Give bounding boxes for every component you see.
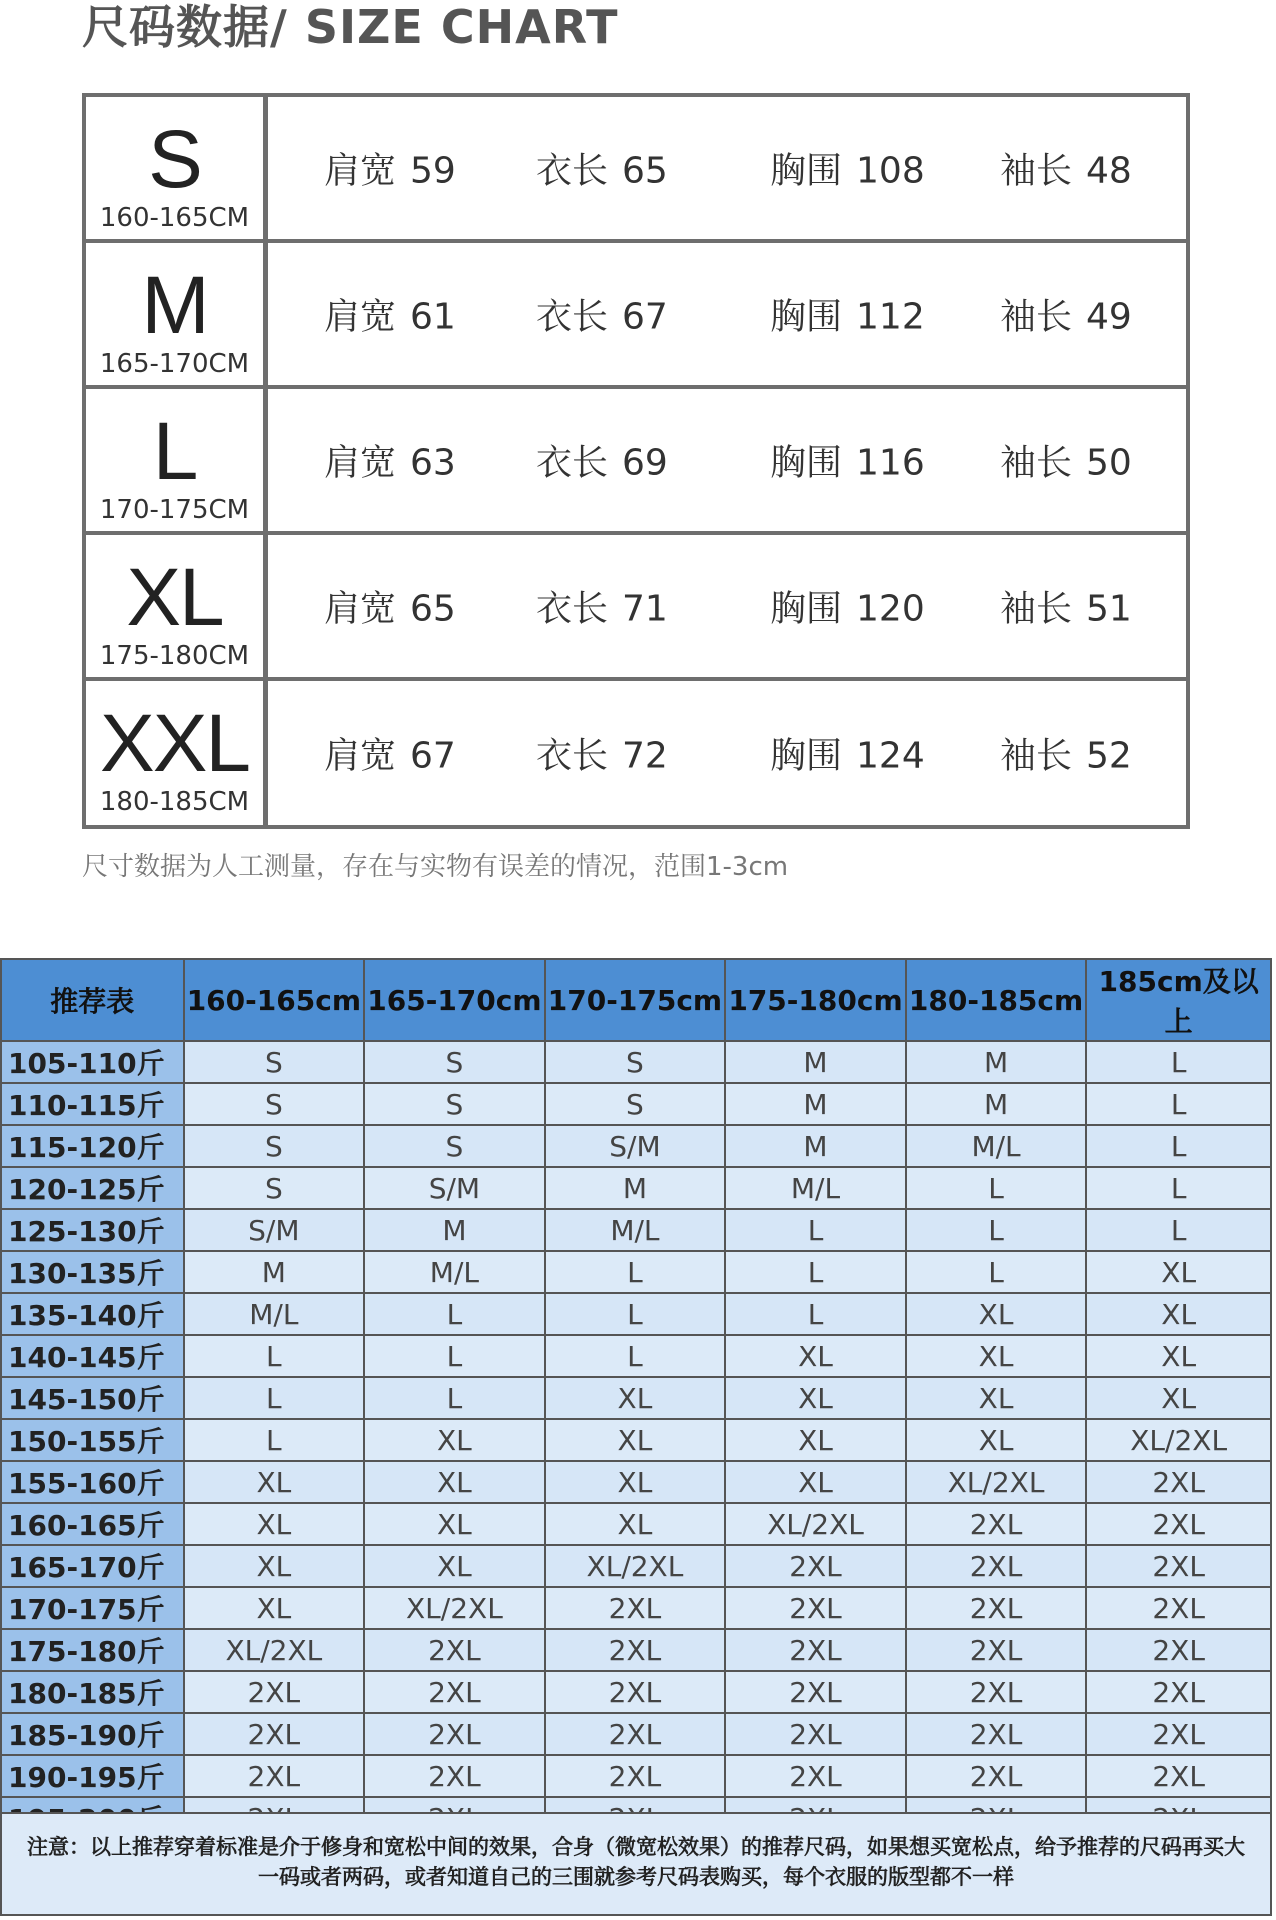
size-cell: 2XL xyxy=(906,1713,1087,1755)
weight-cell: 135-140斤 xyxy=(1,1293,184,1335)
size-cell: 2XL xyxy=(184,1713,365,1755)
size-cell: L xyxy=(906,1209,1087,1251)
measurement-label: 胸围 xyxy=(770,296,843,338)
size-cell: XL xyxy=(184,1545,365,1587)
table-row xyxy=(1,1755,1271,1797)
measurement-label: 胸围 xyxy=(770,150,843,192)
measurement xyxy=(536,289,668,340)
size-cell: L xyxy=(906,1167,1087,1209)
table-row xyxy=(1,1503,1271,1545)
size-cell: L xyxy=(184,1377,365,1419)
measurement-label: 肩宽 xyxy=(324,296,397,338)
size-cell: L xyxy=(725,1293,906,1335)
measurement-label: 袖长 xyxy=(1000,296,1073,338)
measurement xyxy=(770,435,925,486)
size-cell: XL xyxy=(725,1419,906,1461)
measurement xyxy=(1000,728,1132,779)
size-row xyxy=(86,243,1186,389)
size-cell: M xyxy=(906,1041,1087,1083)
table-row xyxy=(1,1125,1271,1167)
size-cell: S/M xyxy=(184,1209,365,1251)
measurement xyxy=(770,289,925,340)
measurement xyxy=(536,581,668,632)
table-row xyxy=(1,1335,1271,1377)
measurement-value: 108 xyxy=(856,150,925,192)
size-cell: M xyxy=(725,1125,906,1167)
size-letter: XL xyxy=(126,552,223,643)
size-height-range: 165-170CM xyxy=(99,349,250,379)
size-cell: M xyxy=(725,1083,906,1125)
size-label xyxy=(86,681,268,825)
header-cell: 推荐表 xyxy=(1,959,184,1041)
measurement xyxy=(536,728,668,779)
measurement-value: 61 xyxy=(410,296,456,338)
header-cell: 160-165cm xyxy=(184,959,365,1041)
size-cell: L xyxy=(364,1377,545,1419)
size-cell: XL xyxy=(364,1461,545,1503)
size-cell: 2XL xyxy=(906,1755,1087,1797)
measurement-value: 49 xyxy=(1086,296,1132,338)
measurement-label: 衣长 xyxy=(536,735,609,777)
weight-cell: 155-160斤 xyxy=(1,1461,184,1503)
header-cell: 170-175cm xyxy=(545,959,726,1041)
size-cell: 2XL xyxy=(364,1629,545,1671)
size-cell: XL xyxy=(725,1335,906,1377)
size-cell: XL xyxy=(1086,1293,1271,1335)
size-cell: L xyxy=(725,1251,906,1293)
measurement-value: 67 xyxy=(410,735,456,777)
size-cell: XL xyxy=(545,1419,726,1461)
size-cell: XL/2XL xyxy=(364,1587,545,1629)
size-cell: XL xyxy=(545,1377,726,1419)
size-row xyxy=(86,389,1186,535)
measurement-label: 衣长 xyxy=(536,150,609,192)
weight-cell: 150-155斤 xyxy=(1,1419,184,1461)
size-cell: M xyxy=(906,1083,1087,1125)
measurement-label: 胸围 xyxy=(770,442,843,484)
measurement-value: 52 xyxy=(1086,735,1132,777)
measurement-value: 48 xyxy=(1086,150,1132,192)
measurement xyxy=(536,143,668,194)
weight-cell: 145-150斤 xyxy=(1,1377,184,1419)
size-cell: 2XL xyxy=(725,1629,906,1671)
measurement xyxy=(1000,143,1132,194)
measurement-value: 69 xyxy=(622,442,668,484)
footnote-line-2: 一码或者两码，或者知道自己的三围就参考尺码表购买，每个衣服的版型都不一样 xyxy=(258,1865,1014,1889)
size-cell: 2XL xyxy=(184,1755,365,1797)
size-cell: XL/2XL xyxy=(545,1545,726,1587)
size-cell: 2XL xyxy=(725,1545,906,1587)
measurement xyxy=(770,581,925,632)
size-cell: 2XL xyxy=(545,1671,726,1713)
size-cell: 2XL xyxy=(545,1755,726,1797)
header-cell: 175-180cm xyxy=(725,959,906,1041)
table-row xyxy=(1,1629,1271,1671)
size-cell: XL xyxy=(364,1545,545,1587)
size-measurements xyxy=(268,535,1186,677)
measurement xyxy=(536,435,668,486)
size-cell: XL xyxy=(906,1419,1087,1461)
measurement-value: 71 xyxy=(622,588,668,630)
size-letter: XXL xyxy=(100,698,249,789)
size-cell: L xyxy=(184,1419,365,1461)
table-row xyxy=(1,1461,1271,1503)
size-cell: 2XL xyxy=(545,1713,726,1755)
size-cell: XL xyxy=(725,1377,906,1419)
size-label xyxy=(86,243,268,385)
measurement-value: 72 xyxy=(622,735,668,777)
measurement xyxy=(1000,289,1132,340)
table-row xyxy=(1,1209,1271,1251)
size-cell: XL xyxy=(1086,1377,1271,1419)
table-row xyxy=(1,1041,1271,1083)
size-cell: XL/2XL xyxy=(906,1461,1087,1503)
size-cell: L xyxy=(364,1335,545,1377)
weight-cell: 105-110斤 xyxy=(1,1041,184,1083)
size-cell: L xyxy=(1086,1209,1271,1251)
weight-cell: 190-195斤 xyxy=(1,1755,184,1797)
weight-cell: 175-180斤 xyxy=(1,1629,184,1671)
size-cell: L xyxy=(725,1209,906,1251)
size-cell: 2XL xyxy=(1086,1461,1271,1503)
size-cell: M/L xyxy=(545,1209,726,1251)
size-measurements xyxy=(268,389,1186,531)
table-row xyxy=(1,1293,1271,1335)
recommendation-footnote xyxy=(0,1812,1272,1916)
size-cell: S xyxy=(364,1083,545,1125)
size-row xyxy=(86,535,1186,681)
weight-cell: 130-135斤 xyxy=(1,1251,184,1293)
size-cell: L xyxy=(1086,1083,1271,1125)
measurement-value: 65 xyxy=(622,150,668,192)
size-letter: M xyxy=(141,260,208,351)
size-cell: L xyxy=(1086,1167,1271,1209)
size-cell: 2XL xyxy=(1086,1713,1271,1755)
size-measurements xyxy=(268,243,1186,385)
measurement-value: 120 xyxy=(856,588,925,630)
size-cell: XL xyxy=(906,1335,1087,1377)
size-cell: L xyxy=(545,1293,726,1335)
measurement-label: 肩宽 xyxy=(324,150,397,192)
size-cell: 2XL xyxy=(364,1755,545,1797)
size-cell: M/L xyxy=(725,1167,906,1209)
size-cell: S xyxy=(184,1167,365,1209)
measurement xyxy=(324,289,456,340)
measurement-value: 112 xyxy=(856,296,925,338)
size-cell: L xyxy=(1086,1041,1271,1083)
measurement-label: 肩宽 xyxy=(324,442,397,484)
table-row xyxy=(1,1419,1271,1461)
table-row xyxy=(1,1377,1271,1419)
weight-cell: 110-115斤 xyxy=(1,1083,184,1125)
measurement-label: 袖长 xyxy=(1000,735,1073,777)
size-letter: L xyxy=(152,406,197,497)
measurement-value: 50 xyxy=(1086,442,1132,484)
measurement-label: 衣长 xyxy=(536,442,609,484)
size-cell: M xyxy=(725,1041,906,1083)
measurement-label: 衣长 xyxy=(536,296,609,338)
size-letter: S xyxy=(148,114,201,205)
table-row xyxy=(1,1713,1271,1755)
measurement xyxy=(324,581,456,632)
weight-cell: 170-175斤 xyxy=(1,1587,184,1629)
size-cell: 2XL xyxy=(1086,1545,1271,1587)
size-cell: 2XL xyxy=(906,1671,1087,1713)
size-cell: 2XL xyxy=(725,1671,906,1713)
measurement xyxy=(1000,435,1132,486)
size-cell: XL xyxy=(184,1503,365,1545)
size-cell: 2XL xyxy=(906,1629,1087,1671)
size-cell: S xyxy=(364,1041,545,1083)
header-cell: 185cm及以上 xyxy=(1086,959,1271,1041)
measurement-value: 63 xyxy=(410,442,456,484)
size-cell: 2XL xyxy=(1086,1671,1271,1713)
size-cell: XL/2XL xyxy=(184,1629,365,1671)
size-cell: XL xyxy=(184,1587,365,1629)
size-cell: L xyxy=(906,1251,1087,1293)
size-cell: M xyxy=(364,1209,545,1251)
measurement xyxy=(770,143,925,194)
table-row xyxy=(1,1545,1271,1587)
size-cell: XL xyxy=(1086,1251,1271,1293)
size-cell: 2XL xyxy=(1086,1755,1271,1797)
size-row xyxy=(86,681,1186,825)
size-cell: XL xyxy=(906,1377,1087,1419)
measurement-note: 尺寸数据为人工测量，存在与实物有误差的情况，范围1-3cm xyxy=(82,852,789,882)
table-row xyxy=(1,1671,1271,1713)
size-cell: 2XL xyxy=(906,1503,1087,1545)
size-measurements xyxy=(268,681,1186,825)
measurement-label: 袖长 xyxy=(1000,150,1073,192)
measurement xyxy=(324,143,456,194)
measurement-label: 胸围 xyxy=(770,588,843,630)
weight-cell: 125-130斤 xyxy=(1,1209,184,1251)
size-row xyxy=(86,97,1186,243)
size-cell: 2XL xyxy=(725,1587,906,1629)
size-label xyxy=(86,389,268,531)
size-cell: XL xyxy=(1086,1335,1271,1377)
measurement xyxy=(770,728,925,779)
size-cell: M/L xyxy=(906,1125,1087,1167)
page-title: 尺码数据/ SIZE CHART xyxy=(82,0,619,54)
measurement-label: 衣长 xyxy=(536,588,609,630)
size-cell: M xyxy=(184,1251,365,1293)
weight-cell: 165-170斤 xyxy=(1,1545,184,1587)
recommendation-table xyxy=(0,958,1272,1840)
size-cell: XL xyxy=(364,1503,545,1545)
size-cell: S/M xyxy=(545,1125,726,1167)
measurement xyxy=(324,728,456,779)
size-cell: M/L xyxy=(184,1293,365,1335)
size-cell: L xyxy=(545,1335,726,1377)
size-height-range: 175-180CM xyxy=(99,641,250,671)
size-height-range: 160-165CM xyxy=(99,203,250,233)
size-cell: XL xyxy=(906,1293,1087,1335)
footnote-line-1: 注意：以上推荐穿着标准是介于修身和宽松中间的效果，合身（微宽松效果）的推荐尺码，如果想买宽松点，给予推荐的尺码再买大 xyxy=(27,1835,1245,1859)
size-label xyxy=(86,97,268,239)
size-cell: 2XL xyxy=(1086,1503,1271,1545)
weight-cell: 115-120斤 xyxy=(1,1125,184,1167)
size-cell: S xyxy=(545,1041,726,1083)
weight-cell: 160-165斤 xyxy=(1,1503,184,1545)
table-row xyxy=(1,1083,1271,1125)
size-cell: M xyxy=(545,1167,726,1209)
size-height-range: 180-185CM xyxy=(99,787,250,817)
measurement-label: 肩宽 xyxy=(324,735,397,777)
weight-cell: 180-185斤 xyxy=(1,1671,184,1713)
size-cell: XL xyxy=(545,1503,726,1545)
size-cell: S xyxy=(364,1125,545,1167)
size-cell: 2XL xyxy=(364,1671,545,1713)
measurement-label: 袖长 xyxy=(1000,588,1073,630)
weight-cell: 185-190斤 xyxy=(1,1713,184,1755)
table-row xyxy=(1,1587,1271,1629)
size-cell: 2XL xyxy=(1086,1587,1271,1629)
recommendation-header-row xyxy=(1,959,1271,1041)
size-cell: 2XL xyxy=(545,1587,726,1629)
size-cell: 2XL xyxy=(906,1545,1087,1587)
measurement-value: 124 xyxy=(856,735,925,777)
size-label xyxy=(86,535,268,677)
measurement-value: 116 xyxy=(856,442,925,484)
size-cell: XL xyxy=(364,1419,545,1461)
size-cell: S xyxy=(184,1083,365,1125)
measurement xyxy=(1000,581,1132,632)
size-cell: XL xyxy=(545,1461,726,1503)
measurement xyxy=(324,435,456,486)
size-cell: L xyxy=(184,1335,365,1377)
measurement-value: 51 xyxy=(1086,588,1132,630)
measurement-label: 胸围 xyxy=(770,735,843,777)
size-cell: L xyxy=(364,1293,545,1335)
size-chart-table xyxy=(82,93,1190,829)
size-cell: 2XL xyxy=(364,1713,545,1755)
measurement-label: 肩宽 xyxy=(324,588,397,630)
size-height-range: 170-175CM xyxy=(99,495,250,525)
size-cell: 2XL xyxy=(725,1713,906,1755)
size-cell: M/L xyxy=(364,1251,545,1293)
measurement-value: 67 xyxy=(622,296,668,338)
size-cell: XL xyxy=(184,1461,365,1503)
header-cell: 180-185cm xyxy=(906,959,1087,1041)
size-cell: XL xyxy=(725,1461,906,1503)
size-cell: XL/2XL xyxy=(725,1503,906,1545)
size-cell: 2XL xyxy=(906,1587,1087,1629)
size-cell: S xyxy=(184,1041,365,1083)
size-cell: S xyxy=(184,1125,365,1167)
size-cell: 2XL xyxy=(1086,1629,1271,1671)
size-measurements xyxy=(268,97,1186,239)
size-cell: 2XL xyxy=(184,1671,365,1713)
size-cell: 2XL xyxy=(725,1755,906,1797)
size-cell: S xyxy=(545,1083,726,1125)
size-cell: L xyxy=(1086,1125,1271,1167)
table-row xyxy=(1,1251,1271,1293)
weight-cell: 120-125斤 xyxy=(1,1167,184,1209)
size-cell: L xyxy=(545,1251,726,1293)
size-cell: XL/2XL xyxy=(1086,1419,1271,1461)
measurement-value: 65 xyxy=(410,588,456,630)
size-cell: 2XL xyxy=(545,1629,726,1671)
weight-cell: 140-145斤 xyxy=(1,1335,184,1377)
header-cell: 165-170cm xyxy=(364,959,545,1041)
measurement-label: 袖长 xyxy=(1000,442,1073,484)
size-cell: S/M xyxy=(364,1167,545,1209)
table-row xyxy=(1,1167,1271,1209)
measurement-value: 59 xyxy=(410,150,456,192)
